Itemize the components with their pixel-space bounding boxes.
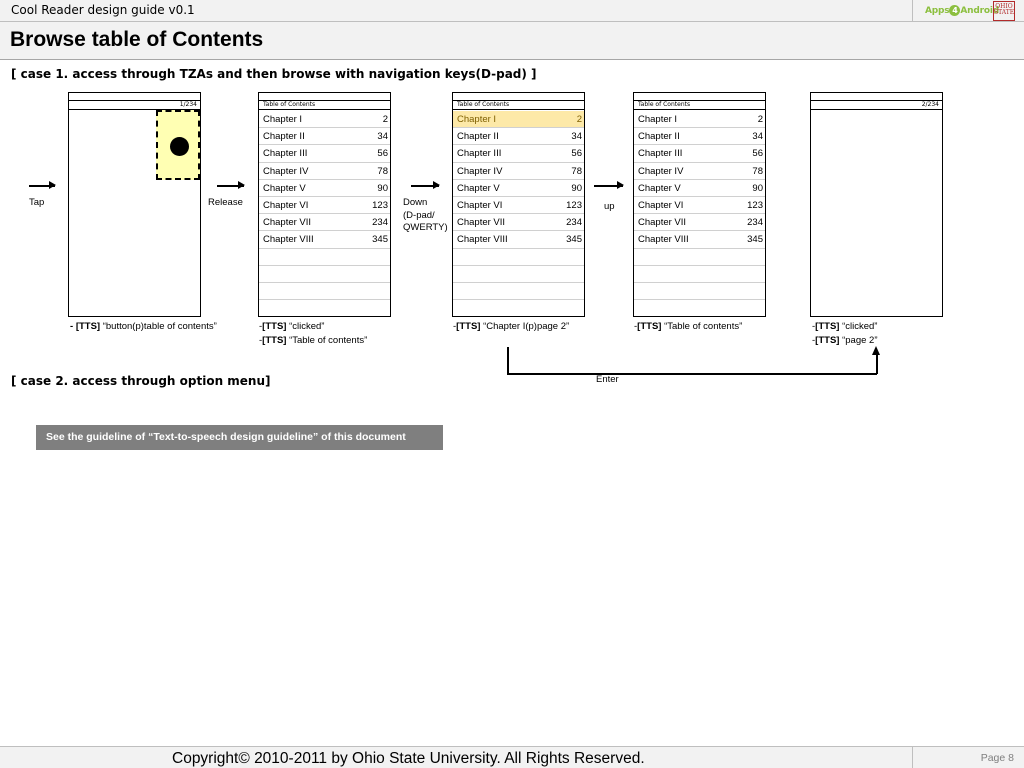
document-title: Cool Reader design guide v0.1	[11, 3, 195, 17]
toc-item[interactable]: Chapter VII 234	[453, 214, 584, 231]
toc-item[interactable]: Chapter II 34	[453, 128, 584, 145]
status-bar	[811, 100, 942, 110]
status-bar	[453, 100, 584, 110]
status-bar	[259, 100, 390, 110]
tts-annotation-5: -[TTS] “clicked” -[TTS] “page 2”	[812, 321, 878, 346]
top-bar	[0, 0, 1024, 22]
arrow-right-icon	[411, 185, 439, 187]
toc-item[interactable]: Chapter II 34	[634, 128, 765, 145]
arrow-right-icon	[29, 185, 55, 187]
tts-annotation-3: -[TTS] “Chapter I(p)page 2”	[453, 321, 570, 332]
toc-item[interactable]: Chapter VI 123	[634, 197, 765, 214]
enter-connector-line	[507, 373, 877, 375]
toc-item[interactable]: Chapter VIII 345	[634, 231, 765, 248]
toc-item[interactable]: Chapter VII 234	[634, 214, 765, 231]
apps4android-logo: Apps 4 Android	[925, 6, 999, 16]
arrow-right-icon	[594, 185, 623, 187]
toc-empty-row	[453, 283, 584, 300]
toc-empty-row	[634, 266, 765, 283]
tts-annotation-4: -[TTS] “Table of contents”	[634, 321, 743, 332]
ohio-state-logo: OHIO STATE	[993, 1, 1015, 21]
title-bar	[0, 22, 1024, 60]
toc-item[interactable]: Chapter IV 78	[634, 163, 765, 180]
toc-item[interactable]: Chapter I 2	[634, 111, 765, 128]
enter-connector-line	[507, 347, 509, 374]
toc-item[interactable]: Chapter I 2	[259, 111, 390, 128]
toc-item[interactable]: Chapter III 56	[634, 145, 765, 162]
screen-toc-opened	[258, 92, 391, 317]
arrow-right-icon	[217, 185, 244, 187]
status-bar	[634, 100, 765, 110]
arrow-up-icon	[872, 346, 880, 355]
page-number-box	[912, 747, 1024, 768]
screen-reading-page-2	[810, 92, 943, 317]
page-title: Browse table of Contents	[10, 28, 264, 51]
screen-reading-page-1	[68, 92, 201, 317]
toc-list	[453, 111, 584, 300]
toc-empty-row	[259, 266, 390, 283]
toc-empty-row	[259, 249, 390, 266]
step-label-tap: Tap	[29, 197, 45, 208]
tts-annotation-1: - [TTS] “button(p)table of contents”	[70, 321, 217, 332]
toc-item[interactable]: Chapter V 90	[634, 180, 765, 197]
toc-empty-row	[634, 249, 765, 266]
toc-item[interactable]: Chapter VII 234	[259, 214, 390, 231]
screen-toc-back	[633, 92, 766, 317]
toc-empty-row	[634, 283, 765, 300]
toc-header: Table of Contents	[457, 101, 510, 108]
toc-item[interactable]: Chapter V 90	[453, 180, 584, 197]
step-label-enter: Enter	[596, 374, 619, 385]
toc-empty-row	[453, 249, 584, 266]
status-bar	[69, 100, 200, 110]
logo-area	[912, 0, 1024, 22]
copyright-text: Copyright© 2010-2011 by Ohio State University. All Rights Reserved.	[172, 750, 645, 767]
toc-list	[259, 111, 390, 300]
page-indicator: 1/234	[179, 101, 197, 108]
enter-connector-line	[876, 354, 878, 374]
case2-heading: [ case 2. access through option menu]	[11, 374, 271, 388]
page-indicator: 2/234	[921, 101, 939, 108]
toc-item[interactable]: Chapter IV 78	[453, 163, 584, 180]
footer	[0, 746, 1024, 768]
step-label-release: Release	[208, 197, 243, 208]
toc-empty-row	[259, 283, 390, 300]
step-label-down: Down (D-pad/ QWERTY)	[403, 197, 448, 233]
toc-header: Table of Contents	[263, 101, 316, 108]
toc-item[interactable]: Chapter VI 123	[259, 197, 390, 214]
screen-toc-focused	[452, 92, 585, 317]
toc-empty-row	[453, 266, 584, 283]
toc-header: Table of Contents	[638, 101, 691, 108]
toc-item[interactable]: Chapter III 56	[259, 145, 390, 162]
toc-item[interactable]: Chapter II 34	[259, 128, 390, 145]
toc-list	[634, 111, 765, 300]
toc-item[interactable]: Chapter VIII 345	[259, 231, 390, 248]
toc-item[interactable]: Chapter III 56	[453, 145, 584, 162]
step-label-up: up	[604, 201, 615, 212]
tts-annotation-2: -[TTS] “clicked” -[TTS] “Table of contents”	[259, 321, 368, 346]
toc-item[interactable]: Chapter VIII 345	[453, 231, 584, 248]
touch-point-icon	[170, 137, 189, 156]
toc-item[interactable]: Chapter V 90	[259, 180, 390, 197]
toc-item[interactable]: Chapter IV 78	[259, 163, 390, 180]
toc-item-focused[interactable]: Chapter I 2	[453, 111, 584, 128]
toc-item[interactable]: Chapter VI 123	[453, 197, 584, 214]
tts-guideline-link[interactable]: See the guideline of “Text-to-speech design guideline” of this document	[36, 425, 443, 450]
tap-zone-toc[interactable]	[156, 110, 200, 180]
page-number: Page 8	[980, 752, 1014, 764]
case1-heading: [ case 1. access through TZAs and then browse with navigation keys(D-pad) ]	[11, 67, 537, 81]
